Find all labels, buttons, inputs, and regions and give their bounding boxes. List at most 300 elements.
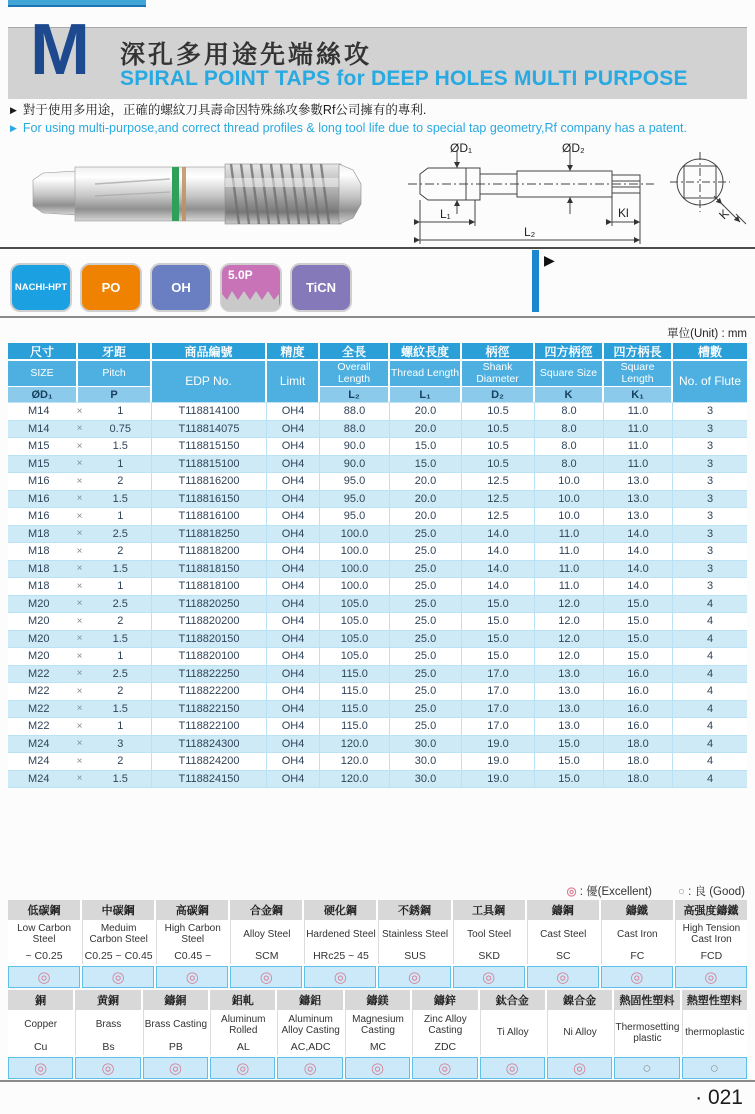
rating-excellent-icon: ◎	[601, 966, 673, 988]
table-cell: OH4	[267, 561, 320, 578]
table-cell: 13.0	[535, 701, 604, 718]
col-symbol: K₁	[604, 386, 673, 402]
table-cell: 14.0	[462, 543, 535, 560]
table-row	[8, 701, 747, 719]
table-cell: 15.0	[535, 753, 604, 770]
table-cell: 13.0	[535, 666, 604, 683]
feature-bullets	[10, 101, 687, 137]
table-cell: 8.0	[535, 456, 604, 473]
table-row	[8, 613, 747, 631]
col-header: 柄徑	[462, 343, 535, 359]
table-cell: 15.0	[462, 596, 535, 613]
size-pitch-cell: M20 × 2.5	[8, 596, 152, 613]
dim-label-l2: L₂	[524, 225, 536, 239]
col-header: Thread Length	[390, 360, 462, 386]
table-cell: 14.0	[462, 526, 535, 543]
col-header: 全長	[320, 343, 390, 359]
col-header: No. of Flute	[673, 360, 747, 402]
size-pitch-cell: M18 × 1	[8, 578, 152, 595]
table-cell: 4	[706, 597, 714, 610]
page-number: · 021	[695, 1086, 743, 1109]
size-pitch-cell: M18 × 2.5	[8, 526, 152, 543]
table-cell: 16.0	[604, 683, 673, 700]
table-cell: 19.0	[462, 736, 535, 753]
table-cell: 4	[706, 632, 714, 645]
rating-good-icon: ○	[614, 1057, 679, 1079]
material-code: SKD	[453, 948, 525, 964]
material-name-en: Brass Casting	[143, 1010, 208, 1039]
material-name-zh: 鈦合金	[480, 990, 545, 1010]
table-cell: 3	[706, 580, 714, 593]
bullet-marker-icon: ▶	[10, 123, 17, 133]
badge-label: TiCN	[305, 280, 337, 295]
table-cell: OH4	[267, 648, 320, 665]
material-code: C0.45 ~	[156, 948, 228, 964]
table-cell: OH4	[267, 683, 320, 700]
material-name-en: Copper	[24, 1019, 58, 1030]
material-name-zh: 中碳鋼	[82, 900, 154, 920]
material-name-en: Aluminum Rolled	[210, 1010, 275, 1039]
table-cell: 30.0	[390, 771, 462, 788]
material-code: PB	[143, 1039, 208, 1055]
table-cell: 25.0	[390, 543, 462, 560]
table-cell: T118815150	[152, 438, 267, 455]
table-cell: 25.0	[390, 718, 462, 735]
material-name-zh: 低碳鋼	[8, 900, 80, 920]
pointer-icon: ▶	[544, 252, 555, 268]
size-pitch-cell: M15 × 1.5	[8, 438, 152, 455]
table-cell: 4	[706, 702, 714, 715]
col-header: EDP No.	[152, 360, 267, 402]
table-cell: 8.0	[535, 421, 604, 438]
page-title-zh: 深孔多用途先端絲攻	[120, 41, 373, 69]
table-cell: 120.0	[320, 753, 390, 770]
table-cell: 13.0	[535, 683, 604, 700]
table-cell: 12.0	[535, 613, 604, 630]
table-cell: T118818100	[152, 578, 267, 595]
table-cell: T118816150	[152, 491, 267, 508]
page-title-en: SPIRAL POINT TAPS for DEEP HOLES MULTI PURPOSE	[120, 67, 688, 90]
table-row	[8, 473, 747, 491]
table-cell: 10.5	[462, 421, 535, 438]
material-table-content	[8, 990, 747, 1055]
table-cell: OH4	[267, 718, 320, 735]
table-cell: T118822200	[152, 683, 267, 700]
badge-thread-profile	[220, 263, 282, 312]
excellent-icon: ◎	[566, 886, 577, 898]
dim-label-d2: ØD₂	[562, 141, 585, 155]
table-row	[8, 666, 747, 684]
table-cell: OH4	[267, 596, 320, 613]
good-icon: ○	[677, 886, 685, 898]
table-cell: 3	[706, 440, 714, 453]
material-code: HRc25 ~ 45	[304, 948, 376, 964]
table-cell: 14.0	[604, 526, 673, 543]
table-cell: OH4	[267, 578, 320, 595]
table-cell: 10.5	[462, 438, 535, 455]
table-cell: 19.0	[462, 771, 535, 788]
dim-label-k: K	[716, 206, 732, 223]
table-cell: 105.0	[320, 631, 390, 648]
table-cell: 20.0	[390, 403, 462, 420]
col-header: 牙距	[78, 343, 152, 359]
rating-excellent-icon: ◎	[156, 966, 228, 988]
size-pitch-cell: M16 × 1.5	[8, 491, 152, 508]
col-header: 精度	[267, 343, 320, 359]
rating-excellent-icon: ◎	[453, 966, 525, 988]
material-name-en: Aluminum Alloy Casting	[277, 1010, 342, 1039]
material-name-zh: 鋁軋	[210, 990, 275, 1010]
material-name-zh: 高强度鑄鐵	[675, 900, 747, 920]
rating-excellent-icon: ◎	[277, 1057, 342, 1079]
table-row	[8, 736, 747, 754]
material-code: Bs	[75, 1039, 140, 1055]
size-pitch-cell: M15 × 1	[8, 456, 152, 473]
table-row	[8, 491, 747, 509]
material-code: AC,ADC	[277, 1039, 342, 1055]
col-symbol: P	[78, 386, 152, 402]
table-cell: T118820100	[152, 648, 267, 665]
table-cell: OH4	[267, 421, 320, 438]
size-pitch-cell: M18 × 1.5	[8, 561, 152, 578]
table-cell: 15.0	[462, 648, 535, 665]
badge-label: NACHI-HPT	[14, 282, 68, 293]
table-cell: 10.0	[535, 473, 604, 490]
table-cell: 12.0	[535, 648, 604, 665]
rating-excellent-icon: ◎	[8, 1057, 73, 1079]
table-cell: 18.0	[604, 736, 673, 753]
table-cell: T118824200	[152, 753, 267, 770]
table-header-en	[8, 360, 747, 402]
material-code: AL	[210, 1039, 275, 1055]
material-code: FCD	[675, 948, 747, 964]
table-cell: 17.0	[462, 701, 535, 718]
material-name-en: Magnesium Casting	[345, 1010, 410, 1039]
material-name-zh: 鑄鋼	[527, 900, 599, 920]
material-name-zh: 鑄鋁	[277, 990, 342, 1010]
material-name-en: Hardened Steel	[304, 920, 376, 948]
size-pitch-cell: M16 × 2	[8, 473, 152, 490]
table-row	[8, 631, 747, 649]
table-cell: 12.0	[535, 596, 604, 613]
table-cell: 4	[706, 772, 714, 785]
size-pitch-cell: M20 × 1.5	[8, 631, 152, 648]
table-cell: 15.0	[604, 596, 673, 613]
rating-legend	[566, 883, 745, 899]
size-pitch-cell: M22 × 2	[8, 683, 152, 700]
table-cell: 15.0	[462, 613, 535, 630]
table-cell: 4	[706, 720, 714, 733]
material-name-en: Cast Steel	[527, 920, 599, 948]
badge-label: 5.0P	[228, 268, 253, 282]
material-name-zh: 熱塑性塑料	[682, 990, 747, 1010]
table-cell: T118818150	[152, 561, 267, 578]
tap-product-photo	[25, 148, 365, 240]
table-cell: OH4	[267, 526, 320, 543]
table-cell: 95.0	[320, 473, 390, 490]
size-pitch-cell: M22 × 1.5	[8, 701, 152, 718]
col-header: Square Length	[604, 360, 673, 386]
badge-po	[80, 263, 142, 312]
material-name-zh: 合金鋼	[230, 900, 302, 920]
table-cell: 13.0	[604, 508, 673, 525]
dimensions-table	[8, 343, 747, 788]
table-cell: 8.0	[535, 438, 604, 455]
table-cell: 12.0	[535, 631, 604, 648]
table-cell: 16.0	[604, 718, 673, 735]
table-cell: 16.0	[604, 666, 673, 683]
table-cell: T118818250	[152, 526, 267, 543]
material-name-en: Stainless Steel	[378, 920, 450, 948]
dim-label-l1: L₁	[440, 207, 451, 221]
table-cell: 25.0	[390, 596, 462, 613]
table-cell: 3	[706, 475, 714, 488]
rating-excellent-icon: ◎	[304, 966, 376, 988]
table-cell: 30.0	[390, 736, 462, 753]
size-pitch-cell: M14 × 1	[8, 403, 152, 420]
table-cell: T118822100	[152, 718, 267, 735]
col-symbol: L₁	[390, 386, 462, 402]
table-cell: 25.0	[390, 631, 462, 648]
material-name-zh: 鑄銅	[143, 990, 208, 1010]
legend-good	[678, 883, 745, 899]
table-row	[8, 561, 747, 579]
legend-excellent	[566, 883, 651, 899]
col-header: 四方柄徑	[535, 343, 604, 359]
table-cell: 4	[706, 650, 714, 663]
table-row	[8, 508, 747, 526]
table-row	[8, 718, 747, 736]
table-cell: 4	[706, 755, 714, 768]
table-cell: T118820250	[152, 596, 267, 613]
col-header: Overall Length	[320, 360, 390, 386]
size-pitch-cell: M22 × 2.5	[8, 666, 152, 683]
table-cell: 15.0	[535, 771, 604, 788]
divider	[0, 247, 755, 249]
size-pitch-cell: M16 × 1	[8, 508, 152, 525]
bullet-en	[10, 119, 687, 137]
divider	[0, 316, 755, 318]
material-code: SUS	[378, 948, 450, 964]
dimension-diagram	[402, 140, 752, 252]
table-cell: 8.0	[535, 403, 604, 420]
size-pitch-cell: M14 × 0.75	[8, 421, 152, 438]
table-cell: 20.0	[390, 491, 462, 508]
material-name-zh: 銅	[8, 990, 73, 1010]
table-cell: 14.0	[604, 578, 673, 595]
material-name-en: Thermosetting plastic	[614, 1010, 679, 1055]
bullet-zh-text: 對于使用多用途，正確的螺紋刀具壽命因特殊絲攻參數Rf公司擁有的專利.	[22, 103, 427, 117]
dim-label-kl: Kl	[618, 206, 629, 220]
rating-excellent-icon: ◎	[378, 966, 450, 988]
material-name-zh: 不銹鋼	[378, 900, 450, 920]
table-cell: 25.0	[390, 613, 462, 630]
badge-coating	[290, 263, 352, 312]
table-cell: OH4	[267, 666, 320, 683]
table-cell: 4	[706, 737, 714, 750]
col-header: 四方柄長	[604, 343, 673, 359]
table-cell: 3	[706, 405, 714, 418]
col-header: Square Size	[535, 360, 604, 386]
rating-excellent-icon: ◎	[412, 1057, 477, 1079]
table-row	[8, 421, 747, 439]
table-row	[8, 456, 747, 474]
material-table-ratings	[8, 966, 747, 988]
table-cell: 25.0	[390, 648, 462, 665]
table-cell: 115.0	[320, 666, 390, 683]
material-code: Cu	[33, 1041, 48, 1053]
material-code: C0.25 ~ C0.45	[82, 948, 154, 964]
table-cell: 12.5	[462, 491, 535, 508]
table-cell: 16.0	[604, 701, 673, 718]
table-cell: 14.0	[604, 543, 673, 560]
badge-label: PO	[101, 280, 121, 295]
table-cell: 12.5	[462, 508, 535, 525]
rating-excellent-icon: ◎	[230, 966, 302, 988]
dim-label-d1: ØD₁	[450, 141, 473, 155]
rating-excellent-icon: ◎	[345, 1057, 410, 1079]
table-cell: 11.0	[535, 561, 604, 578]
table-cell: OH4	[267, 613, 320, 630]
size-pitch-cell: M20 × 2	[8, 613, 152, 630]
table-cell: 25.0	[390, 578, 462, 595]
table-body	[8, 402, 747, 788]
table-cell: 10.5	[462, 456, 535, 473]
table-cell: 15.0	[535, 736, 604, 753]
table-cell: T118815100	[152, 456, 267, 473]
material-name-zh: 鑄鐵	[601, 900, 673, 920]
rating-excellent-icon: ◎	[675, 966, 747, 988]
table-cell: 25.0	[390, 683, 462, 700]
table-row	[8, 543, 747, 561]
material-code: MC	[345, 1039, 410, 1055]
size-pitch-cell: M24 × 1.5	[8, 771, 152, 788]
page-banner	[8, 10, 747, 99]
table-cell: 95.0	[320, 508, 390, 525]
material-name-zh: 鑄鎂	[345, 990, 410, 1010]
table-cell: 10.0	[535, 508, 604, 525]
table-cell: 105.0	[320, 648, 390, 665]
table-cell: 11.0	[604, 403, 673, 420]
table-cell: OH4	[267, 456, 320, 473]
table-cell: T118822150	[152, 701, 267, 718]
col-symbol: K	[535, 386, 604, 402]
table-cell: T118818200	[152, 543, 267, 560]
table-cell: 18.0	[604, 771, 673, 788]
material-name-zh: 硬化鋼	[304, 900, 376, 920]
table-cell: 90.0	[320, 456, 390, 473]
material-table-steels	[8, 900, 747, 988]
rating-excellent-icon: ◎	[547, 1057, 612, 1079]
table-cell: 25.0	[390, 701, 462, 718]
table-cell: 14.0	[604, 561, 673, 578]
table-cell: 30.0	[390, 753, 462, 770]
table-cell: 105.0	[320, 596, 390, 613]
section-letter: M	[30, 10, 90, 90]
table-header-zh	[8, 343, 747, 359]
size-pitch-cell: M24 × 2	[8, 753, 152, 770]
table-cell: 120.0	[320, 736, 390, 753]
table-cell: 15.0	[604, 613, 673, 630]
table-cell: 25.0	[390, 526, 462, 543]
table-cell: 11.0	[604, 456, 673, 473]
table-cell: 25.0	[390, 666, 462, 683]
col-header: Pitch	[78, 360, 152, 386]
material-name-zh: 鑄鋅	[412, 990, 477, 1010]
table-cell: OH4	[267, 753, 320, 770]
material-name-zh: 工具鋼	[453, 900, 525, 920]
table-cell: 100.0	[320, 543, 390, 560]
size-pitch-cell: M18 × 2	[8, 543, 152, 560]
unit-label: 單位(Unit) : mm	[667, 328, 747, 340]
material-table-nonferrous	[8, 990, 747, 1079]
table-cell: 15.0	[390, 438, 462, 455]
table-cell: 11.0	[604, 438, 673, 455]
material-name-zh: 黄銅	[75, 990, 140, 1010]
table-cell: 11.0	[535, 526, 604, 543]
material-table-ratings	[8, 1057, 747, 1079]
table-cell: 13.0	[535, 718, 604, 735]
rating-excellent-icon: ◎	[8, 966, 80, 988]
table-cell: 115.0	[320, 701, 390, 718]
table-cell: OH4	[267, 771, 320, 788]
rating-excellent-icon: ◎	[75, 1057, 140, 1079]
material-code: ~ C0.25	[25, 950, 63, 962]
table-row	[8, 578, 747, 596]
material-name-zh: 熱固性塑料	[614, 990, 679, 1010]
table-row	[8, 771, 747, 789]
table-cell: 20.0	[390, 473, 462, 490]
material-code: SCM	[230, 948, 302, 964]
table-cell: 20.0	[390, 421, 462, 438]
table-row	[8, 596, 747, 614]
col-header: 商品編號	[152, 343, 267, 359]
material-name-en: High Tension Cast Iron	[675, 920, 747, 948]
material-table-content	[8, 900, 747, 964]
table-cell: T118820150	[152, 631, 267, 648]
table-cell: 95.0	[320, 491, 390, 508]
material-name-en: Ti Alloy	[480, 1010, 545, 1055]
table-cell: 11.0	[535, 543, 604, 560]
material-code: SC	[527, 948, 599, 964]
table-row	[8, 753, 747, 771]
legend-text: : 良 (Good)	[688, 886, 745, 898]
table-cell: 17.0	[462, 666, 535, 683]
spec-badges	[10, 263, 352, 312]
material-name-zh: 鎳合金	[547, 990, 612, 1010]
table-cell: 10.0	[535, 491, 604, 508]
legend-text: : 優(Excellent)	[579, 886, 652, 898]
table-cell: 13.0	[604, 491, 673, 508]
size-pitch-cell: M22 × 1	[8, 718, 152, 735]
table-cell: 105.0	[320, 613, 390, 630]
material-code: FC	[601, 948, 673, 964]
material-name-en: Zinc Alloy Casting	[412, 1010, 477, 1039]
table-cell: 3	[706, 527, 714, 540]
table-cell: 3	[706, 510, 714, 523]
table-cell: 4	[706, 685, 714, 698]
material-name-en: Alloy Steel	[230, 920, 302, 948]
material-name-en: thermoplastic	[682, 1010, 747, 1055]
table-cell: OH4	[267, 438, 320, 455]
table-cell: 100.0	[320, 526, 390, 543]
col-symbol: ØD₁	[8, 386, 78, 402]
footer-divider	[0, 1080, 755, 1082]
table-cell: OH4	[267, 473, 320, 490]
material-name-zh: 高碳鋼	[156, 900, 228, 920]
table-cell: 15.0	[604, 631, 673, 648]
table-row	[8, 526, 747, 544]
